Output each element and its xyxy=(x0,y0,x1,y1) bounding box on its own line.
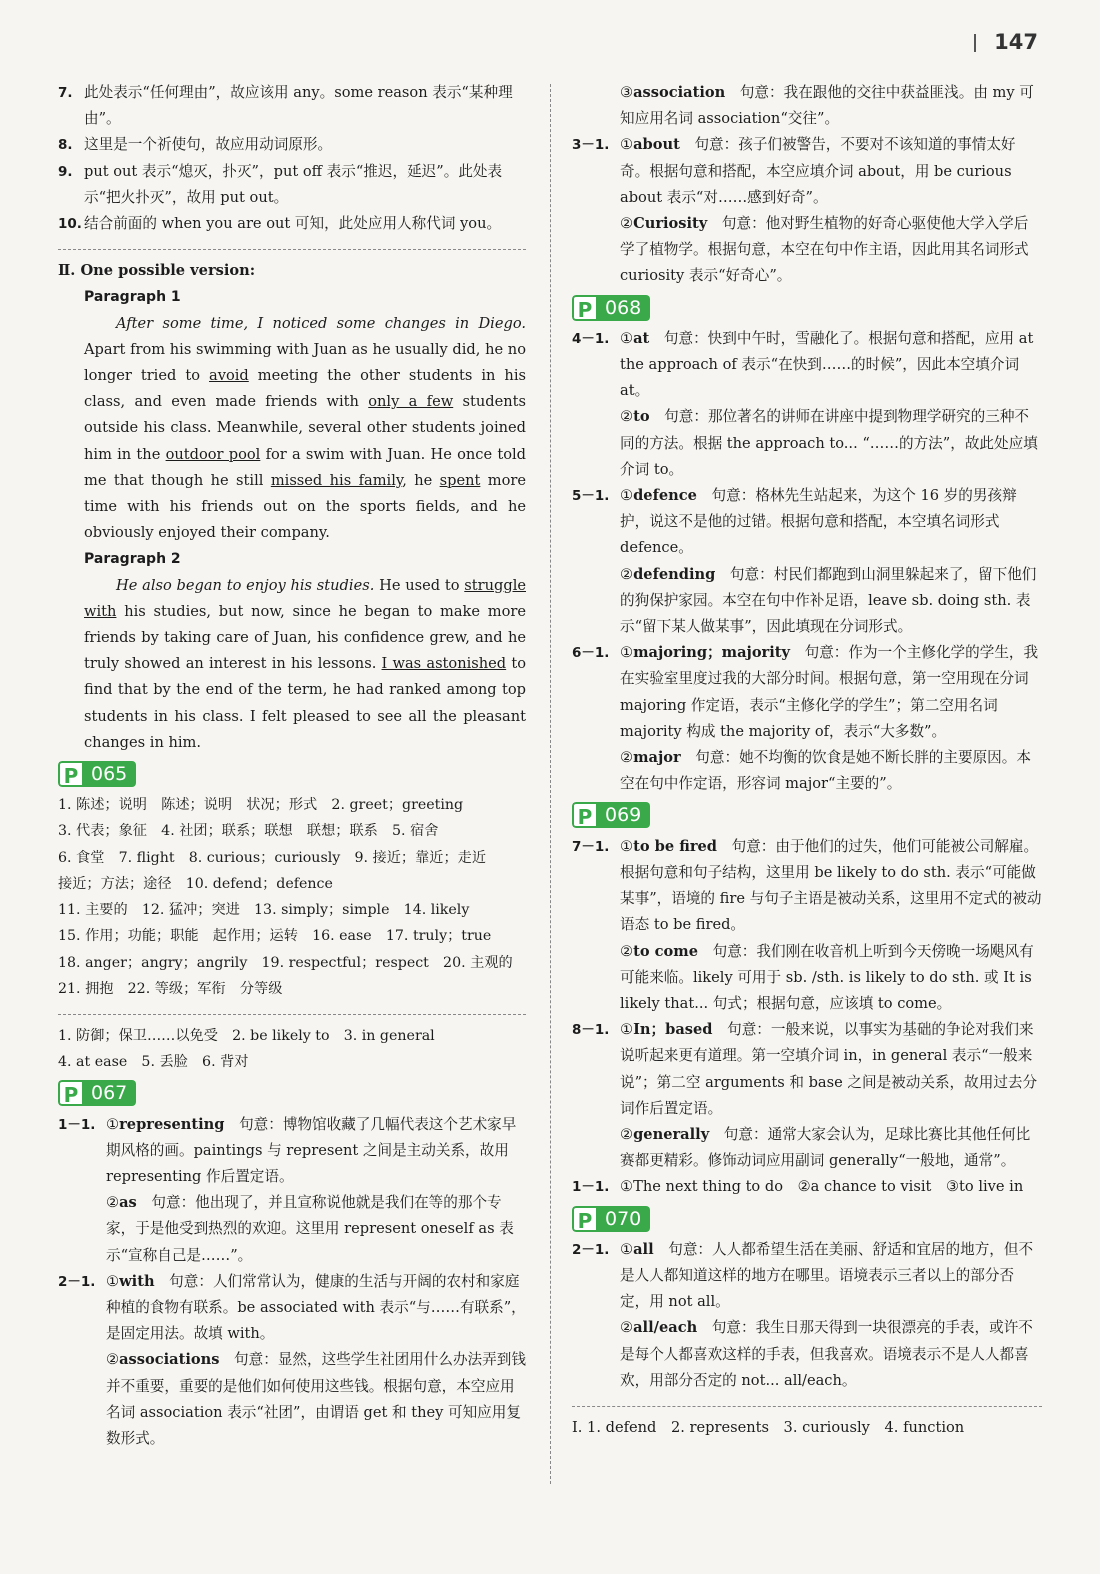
p-badge-icon: P xyxy=(58,1080,82,1106)
page-number-bar xyxy=(974,34,976,52)
vocab-line: 11. 主要的 12. 猛冲；突进 13. simply；simple 14. likely xyxy=(58,902,470,919)
question-2-1: 2－1. ①with 句意：人们常常认为，健康的生活与开阔的农村和家庭种植的食物有联系。be associated with 表示“与……有联系”，是固定用法。故填 with。 xyxy=(58,1272,526,1343)
question-4-1: 4－1. ①at 句意：快到中午时，雪融化了。根据句意和搭配，应用 at the approach of 表示“在快到……的时候”，因此本空填介词 at。 xyxy=(572,329,1034,400)
page-badge-069: P 069 xyxy=(572,802,650,828)
page-badge-068: P 068 xyxy=(572,295,650,321)
answer-item-8: 8. 这里是一个祈使句，故应用动词原形。 xyxy=(58,136,333,154)
column-divider xyxy=(550,84,551,1484)
page-badge-070: P 070 xyxy=(572,1206,650,1232)
left-column xyxy=(58,80,526,1452)
p-badge-icon: P xyxy=(58,761,82,787)
p-badge-icon: P xyxy=(572,802,596,828)
paragraph-2-title: Paragraph 2 xyxy=(84,551,181,568)
question-8-1-part-2: ②generally 句意：通常大家会认为，足球比赛比其他任何比赛都更精彩。修饰动词应用副词 generally“一般地，通常”。 xyxy=(620,1125,1031,1170)
question-1-1: 1－1. ①representing 句意：博物馆收藏了几幅代表这个艺术家早期风格的画。paintings 与 represent 之间是主动关系，故用 representing 作后置定语。 xyxy=(58,1115,517,1185)
essay-paragraph-1: After some time, I noticed some changes in Diego. Apart from his swimming with Juan as he usually did, he no longer tried to avoid meeting the other students in his class, and even made friends with only a few students outside his class. Meanwhile, several other students joined him in the outdoor pool for a swim with Juan. He once told me that though he still missed his family, he spent more time with his friends out on the sports fields, and he obviously enjoyed their company. xyxy=(84,314,526,542)
question-2-1-b: 2－1. ①all 句意：人人都希望生活在美丽、舒适和宜居的地方，但不是人人都知道这样的地方在哪里。语境表示三者以上的部分否定，用 not all。 xyxy=(572,1240,1034,1311)
answer-item-10: 10. 结合前面的 when you are out 可知，此处应用人称代词 you。 xyxy=(58,215,502,233)
p-badge-icon: P xyxy=(572,295,596,321)
vocab-line: 接近；方法；途径 10. defend；defence xyxy=(58,875,333,892)
answer-item-9: 9. put out 表示“熄灭，扑灭”，put off 表示“推迟，延迟”。此处表示“把火扑灭”，故用 put out。 xyxy=(58,162,503,206)
section-divider xyxy=(58,1014,526,1015)
question-2-1-b-part-2: ②all/each 句意：我生日那天得到一块很漂亮的手表，或许不是每个人都喜欢这样的手表，但我喜欢。语境表示不是人人都喜欢，用部分否定的 not... all/each。 xyxy=(620,1319,1033,1389)
final-answer-line: Ⅰ. 1. defend 2. represents 3. curiously 4. function xyxy=(572,1418,965,1436)
phrase-line: 1. 防御；保卫……以免受 2. be likely to 3. in general xyxy=(58,1027,435,1044)
question-5-1-part-2: ②defending 句意：村民们都跑到山洞里躲起来了，留下他们的狗保护家园。本空在句中作补足语，leave sb. doing sth. 表示“留下某人做某事”，因此填现在分词形式。 xyxy=(620,565,1037,636)
p-badge-icon: P xyxy=(572,1206,596,1232)
vocab-list-065 xyxy=(58,792,526,1002)
question-7-1-part-2: ②to come 句意：我们刚在收音机上听到今天傍晚一场飓风有可能来临。likely 可用于 sb. /sth. is likely to do sth. 或 It is likely that... 句式；根据句意，应该填 to come。 xyxy=(620,942,1034,1012)
vocab-line: 15. 作用；功能；职能 起作用；运转 16. ease 17. truly；true xyxy=(58,928,492,945)
vocab-line: 6. 食堂 7. flight 8. curious；curiously 9. 接近；靠近；走近 xyxy=(58,849,487,866)
vocab-line: 18. anger；angry；angrily 19. respectful；respect 20. 主观的 xyxy=(58,954,513,971)
vocab-line: 21. 拥抱 22. 等级；军衔 分等级 xyxy=(58,980,283,997)
question-3-1-part-2: ②Curiosity 句意：他对野生植物的好奇心驱使他大学入学后学了植物学。根据句意，本空在句中作主语，因此用其名词形式 curiosity 表示“好奇心”。 xyxy=(620,215,1029,285)
question-2-1-part-2: ②associations 句意：显然，这些学生社团用什么办法弄到钱并不重要，重要的是他们如何使用这些钱。根据句意，本空应用名词 association 表示“社团”，由谓语 get 和 they 可知应用复数形式。 xyxy=(106,1351,526,1447)
question-4-1-part-2: ②to 句意：那位著名的讲师在讲座中提到物理学研究的三种不同的方法。根据 the approach to... “……的方法”，故此处应填介词 to。 xyxy=(620,408,1038,478)
phrase-list xyxy=(58,1023,526,1075)
page-number: 147 xyxy=(974,30,1038,54)
question-1-1-b: 1－1. ①The next thing to do ②a chance to visit ③to live in xyxy=(572,1178,1024,1196)
vocab-line: 3. 代表；象征 4. 社团；联系；联想 联想；联系 5. 宿舍 xyxy=(58,823,439,840)
question-6-1-part-2: ②major 句意：她不均衡的饮食是她不断长胖的主要原因。本空在句中作定语，形容词 major“主要的”。 xyxy=(620,749,1031,793)
page-badge-065: P 065 xyxy=(58,761,136,787)
section-divider xyxy=(58,249,526,250)
vocab-line: 1. 陈述；说明 陈述；说明 状况；形式 2. greet；greeting xyxy=(58,797,464,814)
paragraph-1-title: Paragraph 1 xyxy=(84,289,181,306)
section-title: Ⅱ. One possible version: xyxy=(58,262,256,280)
question-5-1: 5－1. ①defence 句意：格林先生站起来，为这个 16 岁的男孩辩护，说这不是他的过错。根据句意和搭配，本空填名词形式 defence。 xyxy=(572,487,1017,557)
question-2-1-part-3: ③association 句意：我在跟他的交往中获益匪浅。由 my 可知应用名词 association“交往”。 xyxy=(620,84,1034,128)
essay-paragraph-2: He also began to enjoy his studies. He used to struggle with his studies, but now, since he began to make more friends by taking care of Juan, his confidence grew, and he truly showed an interest in his lessons. I was astonished to find that by the end of the term, he had ranked among top students in his class. I felt pleased to see all the pleasant changes in him. xyxy=(84,576,527,751)
question-3-1: 3－1. ①about 句意：孩子们被警告，不要对不该知道的事情太好奇。根据句意和搭配，本空应填介词 about，用 be curious about 表示“对……感到好奇”。 xyxy=(572,136,1016,206)
question-7-1: 7－1. ①to be fired 句意：由于他们的过失，他们可能被公司解雇。根据句意和句子结构，这里用 be likely to do sth. 表示“可能做某事”，语境的 fire 与句子主语是被动关系，这里用不定式的被动语态 to be fired。 xyxy=(572,837,1042,934)
question-6-1: 6－1. ①majoring；majority 句意：作为一个主修化学的学生，我在实验室里度过我的大部分时间。根据句意，第一空用现在分词 majoring 作定语，表示“主修化学的学生”；第二空用名词 majority 构成 the majority of，表示“大多数”。 xyxy=(572,644,1039,740)
page-badge-067: P 067 xyxy=(58,1080,136,1106)
section-divider xyxy=(572,1406,1042,1407)
phrase-line: 4. at ease 5. 丢脸 6. 背对 xyxy=(58,1054,249,1071)
right-column xyxy=(572,80,1042,1441)
question-1-1-part-2: ②as 句意：他出现了，并且宣称说他就是我们在等的那个专家，于是他受到热烈的欢迎。这里用 represent oneself as 表示“宣称自己是……”。 xyxy=(106,1194,514,1264)
question-8-1: 8－1. ①In；based 句意：一般来说，以事实为基础的争论对我们来说听起来更有道理。第一空填介词 in，in general 表示“一般来说”；第二空 arguments 和 base 之间是被动关系，故用过去分词作后置定语。 xyxy=(572,1021,1038,1117)
answer-item-7: 7. 此处表示“任何理由”，故应该用 any。some reason 表示“某种理由”。 xyxy=(58,84,513,128)
